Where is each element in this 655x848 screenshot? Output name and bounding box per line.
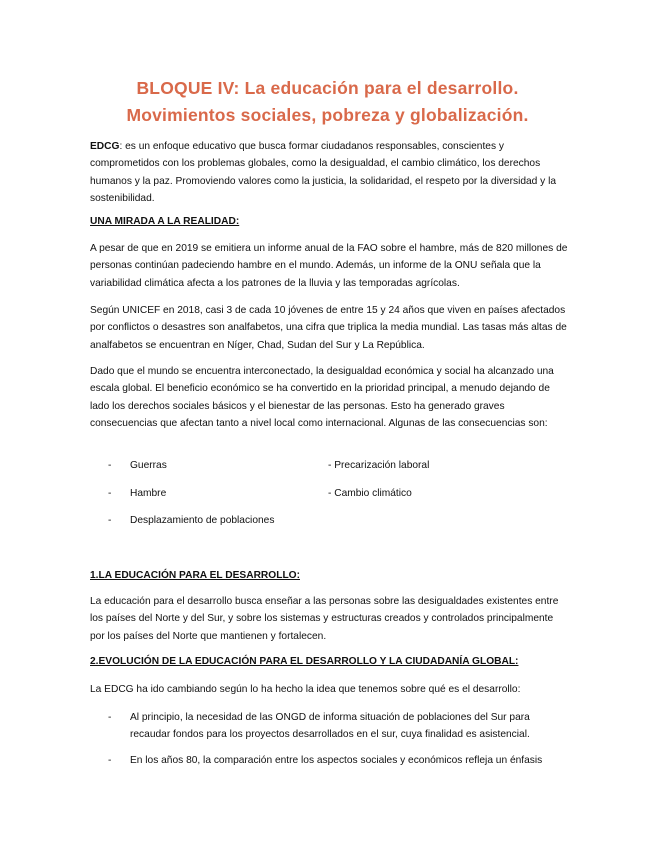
bullet-dash: - [108, 460, 112, 471]
document-title-line-2: Movimientos sociales, pobreza y globalización. [126, 105, 529, 125]
consequence-cambio-climatico: - Cambio climático [328, 488, 412, 499]
realidad-paragraph-2: Según UNICEF en 2018, casi 3 de cada 10 jóvenes de entre 15 y 24 años que viven en países afectados por conflictos o desastres son analfabetos, una cifra que triplica la media mundial. Las tasas más altas de analfabetos se encuentran en Níger, Chad, Sudan del Sur y La República. [90, 305, 567, 351]
intro-paragraph [90, 138, 568, 207]
list-item [108, 752, 568, 769]
bullet-dash: - [108, 488, 112, 499]
consequence-desplazamiento: Desplazamiento de poblaciones [130, 515, 275, 526]
realidad-paragraph-3: Dado que el mundo se encuentra interconectado, la desigualdad económica y social ha alcanzado una escala global. El beneficio económico se ha convertido en la prioridad principal, a menudo dejando de lado los derechos sociales básicos y el bienestar de las personas. Esto ha generado graves consecuencias que afectan tanto a nivel local como internacional. Algunas de las consecuencias son: [90, 366, 554, 429]
list-item-text: En los años 80, la comparación entre los aspectos sociales y económicos refleja un énfasis [130, 755, 543, 766]
consequence-guerras: Guerras [130, 460, 167, 471]
edcg-term: EDCG [90, 141, 120, 152]
consequence-precarizacion: - Precarización laboral [328, 460, 430, 471]
list-item-text: Al principio, la necesidad de las ONGD de informa situación de poblaciones del Sur para recaudar fondos para los proyectos desarrollados en el sur, cuya finalidad es asistencial. [130, 712, 530, 741]
section-2-paragraph: La EDCG ha ido cambiando según lo ha hecho la idea que tenemos sobre qué es el desarrollo: [90, 684, 521, 695]
bullet-dash: - [108, 515, 112, 526]
document-title-line-1: BLOQUE IV: La educación para el desarrollo. [136, 78, 519, 98]
list-dash: - [108, 712, 112, 723]
consequence-hambre: Hambre [130, 488, 167, 499]
heading-realidad: UNA MIRADA A LA REALIDAD: [90, 216, 240, 227]
heading-section-1: 1.LA EDUCACIÓN PARA EL DESARROLLO: [90, 570, 300, 581]
section-1-paragraph: La educación para el desarrollo busca enseñar a las personas sobre las desigualdades existentes entre los países del Norte y del Sur, y sobre los sistemas y estructuras creados y controlados principalmente por los países del Norte que mantienen y fortalecen. [90, 596, 559, 642]
intro-text: : es un enfoque educativo que busca formar ciudadanos responsables, conscientes y comprometidos con los problemas globales, como la desigualdad, el cambio climático, los derechos humanos y la paz. Promoviendo valores como la justicia, la solidaridad, el respeto por la diversidad y la sostenibilidad. [90, 141, 557, 204]
list-item [108, 709, 568, 744]
realidad-paragraph-1: A pesar de que en 2019 se emitiera un informe anual de la FAO sobre el hambre, más de 820 millones de personas continúan padeciendo hambre en el mundo. Además, un informe de la ONU señala que la variabilidad climática afecta a los patrones de la lluvia y las temporadas agrícolas. [90, 243, 568, 289]
heading-section-2: 2.EVOLUCIÓN DE LA EDUCACIÓN PARA EL DESARROLLO Y LA CIUDADANÍA GLOBAL: [90, 656, 519, 667]
list-dash: - [108, 755, 112, 766]
